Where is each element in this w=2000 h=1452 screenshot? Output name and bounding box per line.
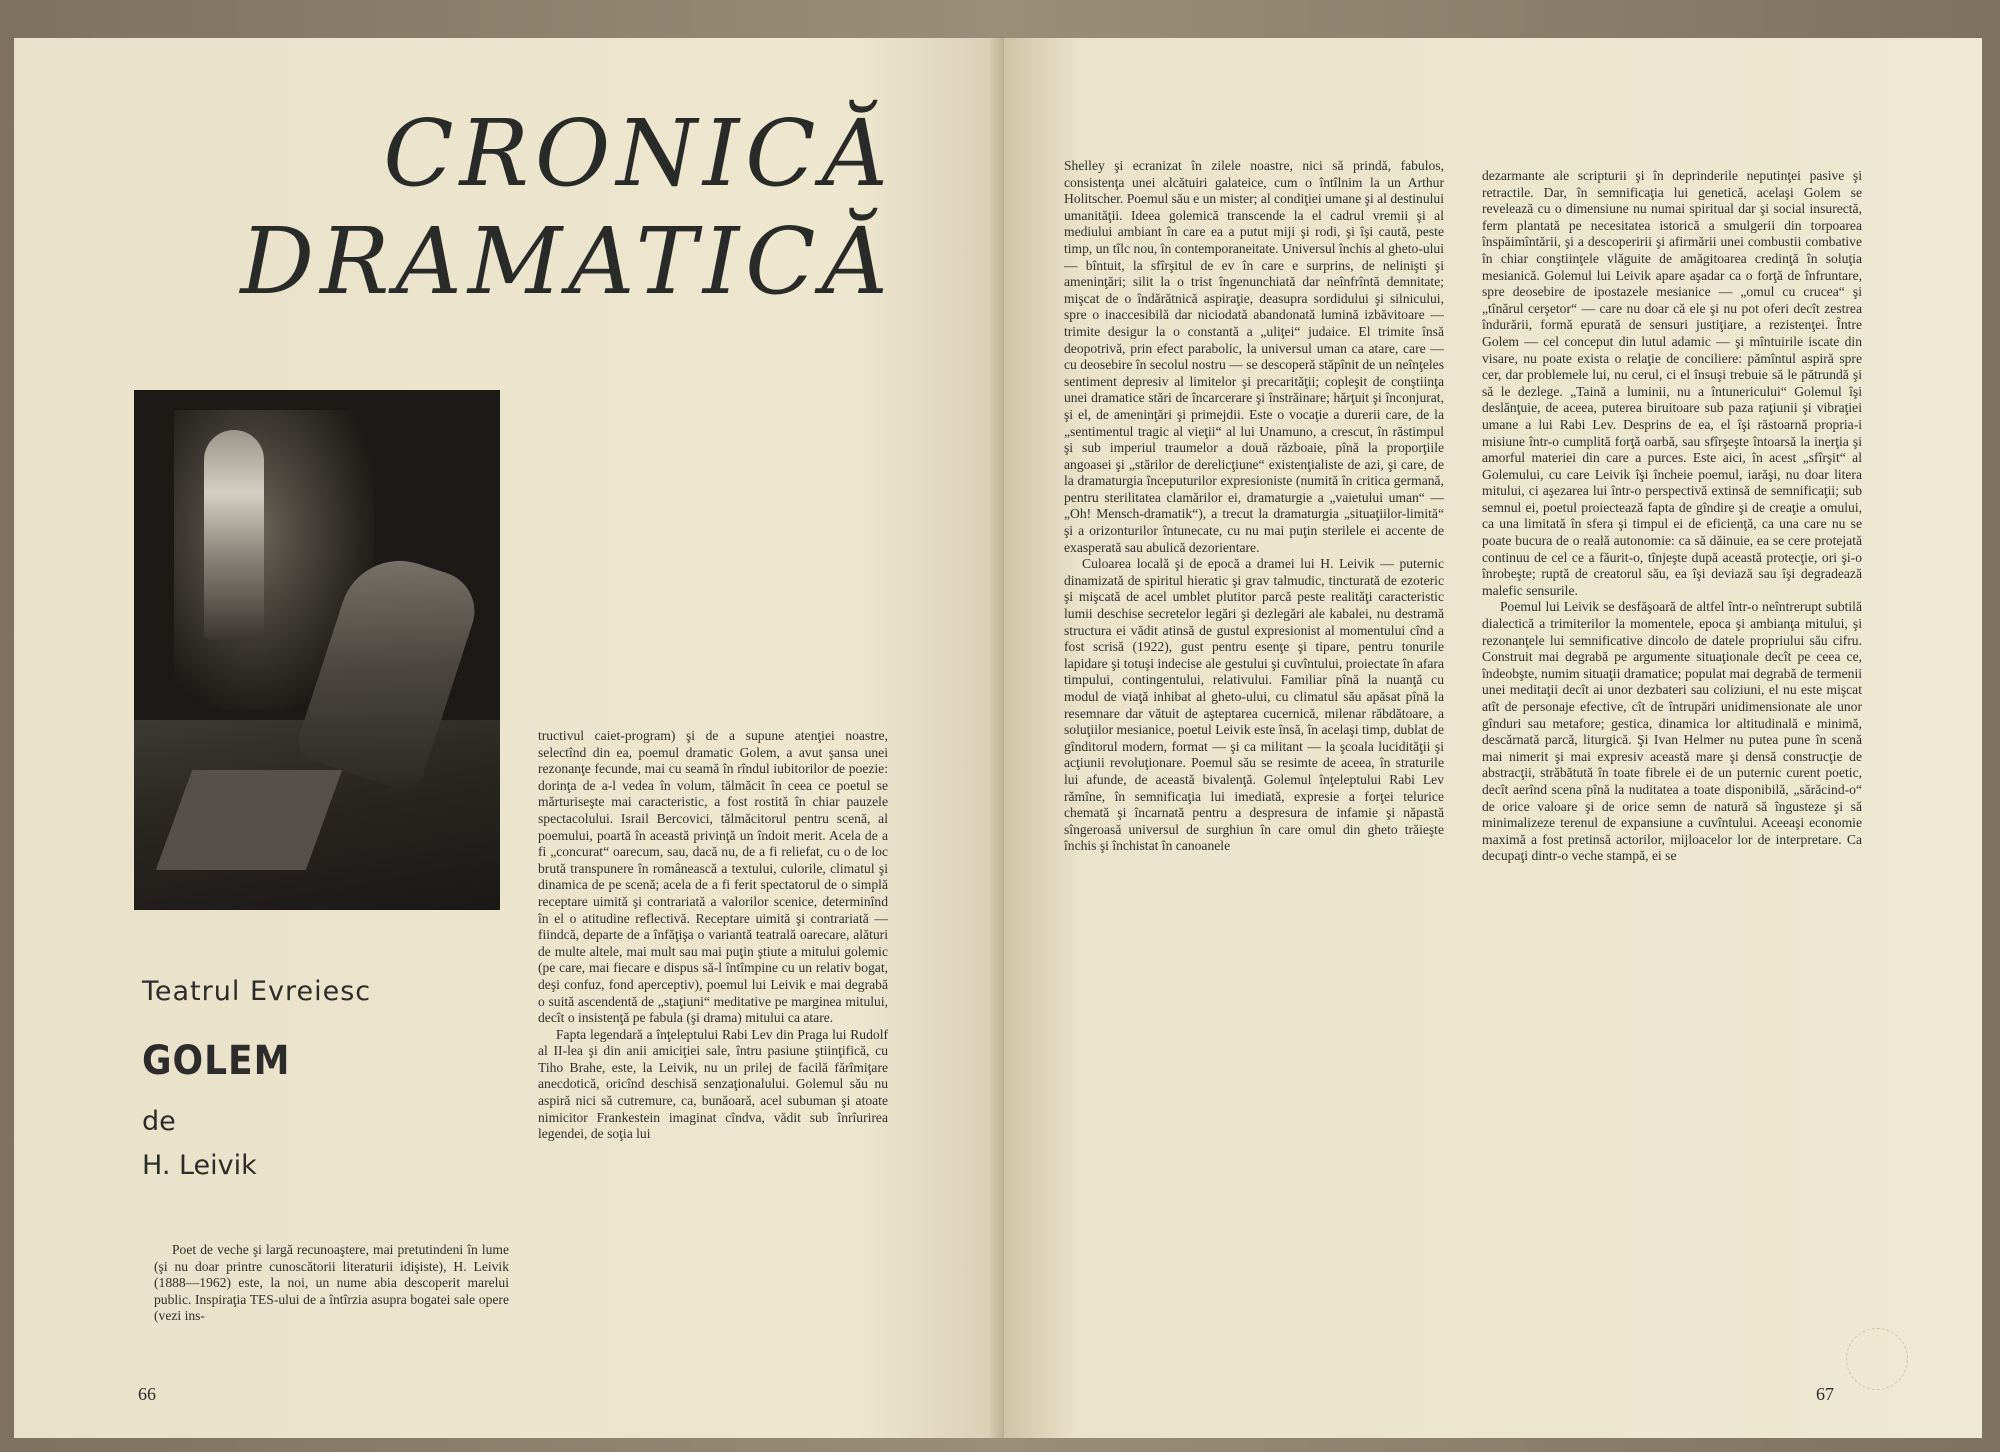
library-stamp	[1846, 1328, 1908, 1390]
theatre-name: Teatrul Evreiesc	[142, 976, 372, 1007]
text-column-3	[1064, 158, 1444, 1383]
paragraph: Shelley şi ecranizat în zilele noastre, nici să prindă, fabulos, consistenţa unei alcătuiri galateice, cum o întîlnim la un Arthur Holitscher. Poemul său e un mister; al condiţiei umane şi al destinului umanităţii. Ideea golemică transcende la el cadrul vremii şi al mediului ambiant în care ea a putut miji şi rodi, şi îşi caută, peste timp, un tîlc nou, în contemporaneitate. Universul închis al gheto-ului — bîntuit, la sfîrşitul de ev în care e surprins, de nelinişti şi ameninţări; silit la o trist îngenunchiată dar neînfrîntă demnitate; mişcat de o îndărătnică aspiraţie, deasupra sordidului şi silnicului, spre o inaccesibilă dar niciodată abandonată lumină izbăvitoare — trimite desigur la o constantă a „uliţei“ judaice. El trimite însă deopotrivă, prin efect parabolic, la universul uman ca atare, care — cu deosebire în secolul nostru — se descoperă stăpînit de un neînţeles sentiment depresiv al limitelor şi precarităţii; copleşit de conştiinţa unei dramatice stări de încarcerare şi înstrăinare; hărţuit şi înconjurat, şi el, de ameninţări şi primejdii. Este o vocaţie a durerii care, de la „sentimentul tragic al vieţii“ al lui Unamuno, a crescut, în răstimpul şi sub imperiul traumelor a două războaie, pînă la proporţiile angoasei şi „stărilor de derelicţiune“ existenţialiste de azi, şi care, de la dramaturgia începuturilor expresioniste (numită în critica germană, pentru sterilitatea clamărilor ei, dramaturgie a „vaietului uman“ — „Oh! Mensch-dramatik“), a trecut la dramaturgia „situaţiilor-limită“ şi a orizonturilor întunecate, cu nu mai puţin sterilele ei accente de exasperată sau abulică dezorientare.	[1064, 158, 1444, 555]
page-number-right: 67	[1816, 1384, 1834, 1404]
right-page	[1004, 38, 1982, 1438]
paragraph: Culoarea locală şi de epocă a dramei lui H. Leivik — puternic dinamizată de spiritul hieratic şi grav talmudic, tincturată de ezoteric şi mişcată de acel umblet plutitor parcă peste realităţi caracteristic lumii deschise secretelor legări şi dezlegări ale kabalei, nu destramă structura ei vădit atinsă de gustul expresionist al momentului cînd a fost scrisă (1922), gust pentru esenţe şi tipare, pentru tonurile lapidare şi totuşi indecise ale gestului şi cuvîntului, proiectate în afara timpului, contingentului, relativului. Familiar pînă la nuanţă cu modul de viaţă inhibat al gheto-ului, cu climatul său apăsat pînă la resemnare dar vătuit de aşteptarea cucernică, milenar răbdătoare, a soluţiilor mesianice, poetul Leivik este însă, în acelaşi timp, dublat de gînditorul modern, format — şi ca militant — la şcoala lucidităţii şi acţiunii revoluţionare. Poemul său se resimte de aceea, în straturile lui afunde, de această bivalenţă. Golemul înţeleptului Rabi Lev rămîne, în semnificaţia lui imediată, expresie a forţei telurice chemată şi încarnată pentru a despresura de infamie şi năpastă sîngeroasă universul de surghiun în care omul din gheto trăieşte închis şi închistat în canoanele	[1064, 556, 1444, 854]
golem-figure	[204, 430, 264, 640]
title-line-dramatica: DRAMATICĂ	[240, 208, 894, 315]
title-line-cronica: CRONICĂ	[383, 100, 894, 207]
paragraph: Poemul lui Leivik se desfăşoară de altfel într-o neîntrerupt subtilă dialectică a trimiterilor la momentele, epoca şi ambianţa mitului, şi rezonanţele lui semnificative dincolo de datele propriului său cifru. Construit mai degrabă pe argumente situaţionale decît pe ceea ce, îndeobşte, numim situaţii dramatice; populat mai degrabă de termenii unei meditaţii decît ai unor dezbateri sau coliziuni, el nu este mişcat atît de personaje efective, cît de întrupări unidimensionate ale unor gînduri sau metafore; gestica, dinamica lor altitudinală e minimă, descărnată parcă, liturgică. Şi Ivan Helmer nu putea pune în scenă mai nimerit şi mai expresiv această mare şi densă construcţie de abstracţii, străbătută în toate fibrele ei de un puternic curent poetic, decît aerînd scena pînă la nuditatea a toate disponibilă, „sărăcind-o“ de orice valoare şi de orice semn de natură să îngusteze şi să minimalizeze terenul de expansiune a cuvîntului. Aceeaşi economie maximă a fost pretinsă actorilor, mijloacelor lor de interpretare. Ca decupaţi dintr-o veche stampă, ei se	[1482, 599, 1862, 864]
stage-photo	[134, 390, 500, 910]
paragraph: dezarmante ale scripturii şi în deprinderile neputinţei pasive şi retractile. Dar, în semnificaţia lui genetică, acelaşi Golem se revelează cu o dimensiune nu numai spiritual dar şi social insurectă, ferm plantată pe necesitatea istorică a smulgerii din torpoarea înspăimîntării, şi a descoperirii şi afirmării unei combustii combative în chiar conştiinţele vlăguite de amăgitoarea credinţă în soluţia mesianică. Golemul lui Leivik apare aşadar ca o forţă de înfruntare, spre deosebire de ipostazele mesianice — „omul cu crucea“ şi „tînărul cerşetor“ — care nu doar că ele şi nu pot oferi decît zestrea îndurării, formă epurată de sensuri justiţiare, a rezistenţei. Între Golem — cel conceput din lutul adamic — şi mîntuirile iscate din visare, nu poate exista o relaţie de conciliere: pămîntul aspiră spre cer, dar problemele lui, nu cerul, ci el însuşi trebuie să le pătrundă şi să le dezlege. „Taină a luminii, nu a întunericului“ Golemul îşi deslănţuie, de aceea, puterea biruitoare sub paza raţiunii şi vibraţiei umane a lui Rabi Lev. Desprins de ea, el îşi răstoarnă propria-i misiune într-o cumplită forţă oarbă, sau sfîrşeşte întoarsă la inerţia şi amorful materiei din care a purces. Este aici, în acest „sfîrşit“ al Golemului, cu care Leivik îşi încheie poemul, iarăşi, nu doar litera mitului, ci aşezarea lui într-o perspectivă extinsă de semnificaţii; sub semnul ei, poetul proiectează fapta de gîndire şi de creaţie a omului, ca una limitată în sfera şi timpul ei de eficienţă, ca una care nu se poate bucura de o reală autonomie: ca să dăinuie, ea se cere protejată continuu de cel ce a făurit-o, tînjeşte după această protecţie, ori şi-o înrobeşte; ruptă de creatorul său, ea îşi deviază sau îşi degradează malefic sensurile.	[1482, 168, 1862, 598]
text-column-1	[154, 1242, 509, 1382]
author-name: H. Leivik	[142, 1150, 257, 1181]
paragraph: tructivul caiet-program) şi de a supune atenţiei noastre, selectînd din ea, poemul dramatic Golem, a avut şansa unei rezonanţe fecunde, mai cu seamă în rîndul iubitorilor de poezie: dorinţa de a-l vedea în volum, tălmăcit în ceea ce poetul se mărturiseşte mai caracteristic, a fost rostită în chiar pauzele spectacolului. Israil Bercovici, tălmăcitorul pentru scenă, al poemului, poartă în această privinţă un îndoit merit. Acela de a fi „concurat“ oarecum, sau, dacă nu, de a fi reliefat, cu o de loc brută transpunere în românească a textului, culorile, climatul şi dinamica de pe scenă; acela de a fi ferit spectatorul de o simplă receptare uimită şi contrariată a valorilor scenice, determinînd în el o atitudine reflectivă. Receptare uimită şi contrariată — fiindcă, departe de a înfăţişa o variantă teatrală oarecare, alături de multe altele, mai mult sau mai puţin ştiute a mitului golemic (pe care, mai fiecare e dispus să-l întîmpine cu un relativ bogat, deşi confuz, fond aperceptiv), poemul lui Leivik e mai degrabă o suită ascendentă de „staţiuni“ meditative pe marginea mitului, decît o insistenţă pe fabula (şi drama) mitului ca atare.	[538, 728, 888, 1026]
paragraph: Poet de veche şi largă recunoaştere, mai pretutindeni în lume (şi nu doar printre cunoscătorii literaturii idişiste), H. Leivik (1888—1962) este, la noi, un nume abia descoperit marelui public. Inspiraţia TES-ului de a întîrzia asupra bogatei sale opere (vezi ins-	[154, 1242, 509, 1324]
play-title: GOLEM	[142, 1038, 291, 1084]
paragraph: Fapta legendară a înţeleptului Rabi Lev din Praga lui Rudolf al II-lea şi din anii amiciţiei sale, întru pasiune ştiinţifică, cu Tiho Brahe, este, la Leivik, nu un prilej de facilă fărîmiţare anecdotică, oricînd deschisă senzaţionalului. Golemul său nu aspiră nici să cutremure, ca, bunăoară, acel subuman şi atoate nimicitor Frankestein imaginat cîndva, vădit sub înrîurirea legendei, de soţia lui	[538, 1026, 888, 1142]
text-column-4	[1482, 168, 1862, 1383]
left-page	[14, 38, 1004, 1438]
page-number-left: 66	[138, 1384, 156, 1404]
by-word: de	[142, 1106, 176, 1137]
text-column-2	[538, 728, 888, 1383]
